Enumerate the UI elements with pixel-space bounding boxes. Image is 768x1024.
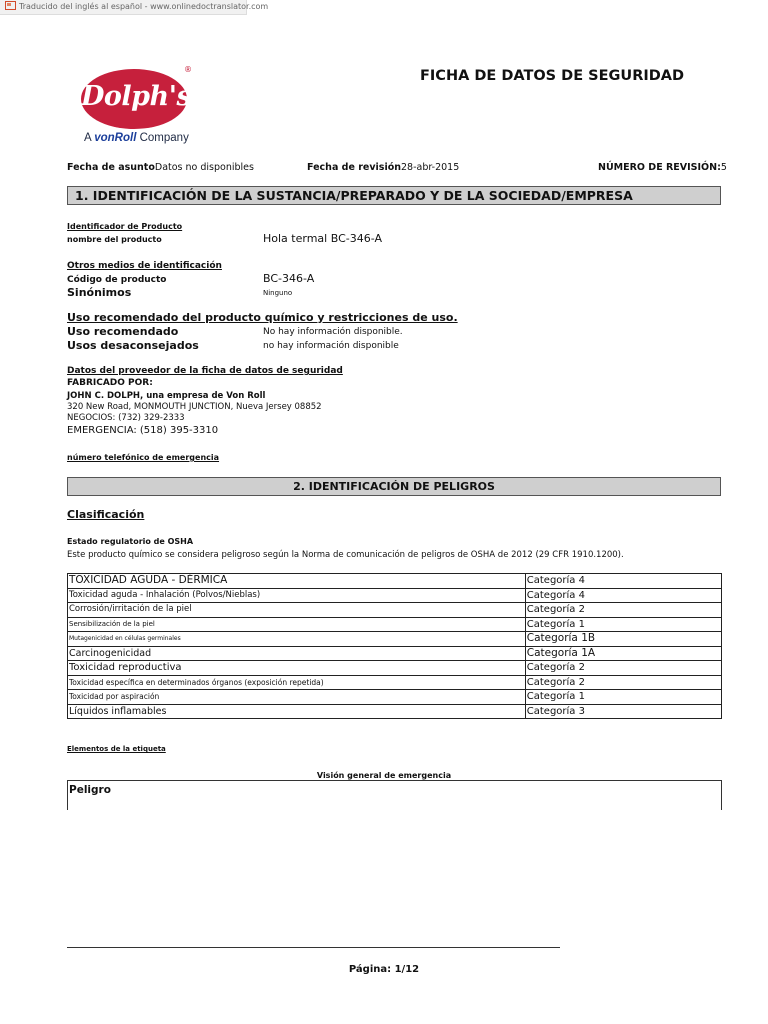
osha-status-text: Este producto químico se considera peligroso según la Norma de comunicación de peligros de OSHA de 2012 (29 CFR 1910.1200). (67, 550, 624, 560)
issue-date (67, 162, 254, 173)
translator-bar-text[interactable]: Traducido del inglés al español - www.onlinedoctranslator.com (19, 2, 269, 11)
table-row (68, 574, 722, 589)
product-code-value: BC-346-A (263, 272, 315, 285)
category-cell: Categoría 2 (525, 603, 721, 618)
signal-word: Peligro (69, 784, 111, 796)
supplier-heading: Datos del proveedor de la ficha de datos de seguridad (67, 366, 343, 376)
table-row (68, 588, 722, 603)
category-cell: Categoría 1A (525, 646, 721, 661)
section-1-header: 1. IDENTIFICACIÓN DE LA SUSTANCIA/PREPARADO Y DE LA SOCIEDAD/EMPRESA (67, 186, 721, 205)
category-cell: Categoría 2 (525, 675, 721, 690)
translate-doc-icon (5, 1, 16, 10)
category-cell: Categoría 1B (525, 632, 721, 647)
table-row (68, 632, 722, 647)
hazard-cell: TOXICIDAD AGUDA - DÉRMICA (68, 574, 526, 589)
revision-number-value: 5 (720, 162, 727, 173)
category-cell: Categoría 2 (525, 661, 721, 676)
uses-advised-against-value: no hay información disponible (263, 341, 399, 351)
logo-brand: Dolph's (81, 81, 192, 112)
issue-date-label: Fecha de asunto (67, 162, 155, 173)
revision-date-value: 28-abr-2015 (401, 162, 460, 173)
issue-date-value: Datos no disponibles (154, 162, 254, 173)
synonyms-value: Ninguno (263, 289, 293, 297)
recommended-use-value: No hay información disponible. (263, 327, 403, 337)
recommended-use-label: Uso recomendado (67, 325, 179, 338)
category-cell: Categoría 4 (525, 588, 721, 603)
logo-tagline (84, 132, 189, 144)
logo-tagline-brand: vonRoll (94, 132, 137, 144)
uses-advised-against-label: Usos desaconsejados (67, 339, 199, 352)
hazard-cell: Toxicidad específica en determinados órganos (exposición repetida) (68, 675, 526, 690)
emergency-overview-heading: Visión general de emergencia (316, 771, 452, 780)
product-name-value: Hola termal BC-346-A (263, 232, 382, 245)
category-cell: Categoría 1 (525, 690, 721, 705)
product-code-label: Código de producto (67, 275, 167, 285)
footer-divider (67, 947, 560, 948)
document-title: FICHA DE DATOS DE SEGURIDAD (420, 68, 685, 84)
table-row (68, 661, 722, 676)
table-row (68, 704, 722, 719)
category-cell: Categoría 1 (525, 617, 721, 632)
logo-registered-mark: ® (184, 65, 192, 74)
product-name-label: nombre del producto (67, 235, 162, 244)
other-identification-heading: Otros medios de identificación (67, 261, 222, 271)
recommended-use-heading: Uso recomendado del producto químico y restricciones de uso. (67, 311, 458, 324)
emergency-phone: EMERGENCIA: (518) 395-3310 (67, 425, 219, 436)
revision-date-label: Fecha de revisión (307, 162, 401, 173)
table-row (68, 646, 722, 661)
emergency-phone-heading: número telefónico de emergencia (67, 453, 220, 462)
table-row (68, 617, 722, 632)
table-row (68, 675, 722, 690)
logo-tagline-pre: A (84, 132, 95, 144)
company-address: 320 New Road, MONMOUTH JUNCTION, Nueva Jersey 08852 (67, 402, 322, 412)
category-cell: Categoría 3 (525, 704, 721, 719)
manufacturer-label: FABRICADO POR: (67, 378, 153, 388)
synonyms-label: Sinónimos (67, 286, 132, 299)
section-2-header: 2. IDENTIFICACIÓN DE PELIGROS (67, 477, 721, 496)
revision-number-label: NÚMERO DE REVISIÓN: (598, 162, 721, 173)
company-logo (80, 65, 192, 150)
emergency-overview-box (67, 780, 722, 810)
label-elements-heading: Elementos de la etiqueta (67, 745, 166, 753)
hazard-cell: Toxicidad reproductiva (68, 661, 526, 676)
product-identifier-heading: Identificador de Producto (67, 222, 183, 231)
logo-tagline-post: Company (136, 132, 189, 144)
hazard-cell: Líquidos inflamables (68, 704, 526, 719)
company-name: JOHN C. DOLPH, una empresa de Von Roll (67, 391, 266, 401)
translator-bar[interactable] (0, 0, 269, 15)
page-number: Página: 1/12 (348, 964, 420, 975)
revision-number (598, 162, 727, 173)
hazard-cell: Toxicidad aguda - Inhalación (Polvos/Nieblas) (68, 588, 526, 603)
hazard-cell: Carcinogenicidad (68, 646, 526, 661)
hazard-cell: Corrosión/irritación de la piel (68, 603, 526, 618)
hazard-cell: Toxicidad por aspiración (68, 690, 526, 705)
table-row (68, 603, 722, 618)
revision-date (307, 162, 459, 173)
category-cell: Categoría 4 (525, 574, 721, 589)
hazard-cell: Mutagenicidad en células germinales (68, 632, 526, 647)
table-row (68, 690, 722, 705)
osha-status-heading: Estado regulatorio de OSHA (67, 537, 194, 546)
hazard-classification-table (67, 573, 722, 719)
hazard-cell: Sensibilización de la piel (68, 617, 526, 632)
business-phone: NEGOCIOS: (732) 329-2333 (67, 413, 185, 423)
classification-heading: Clasificación (67, 508, 145, 521)
